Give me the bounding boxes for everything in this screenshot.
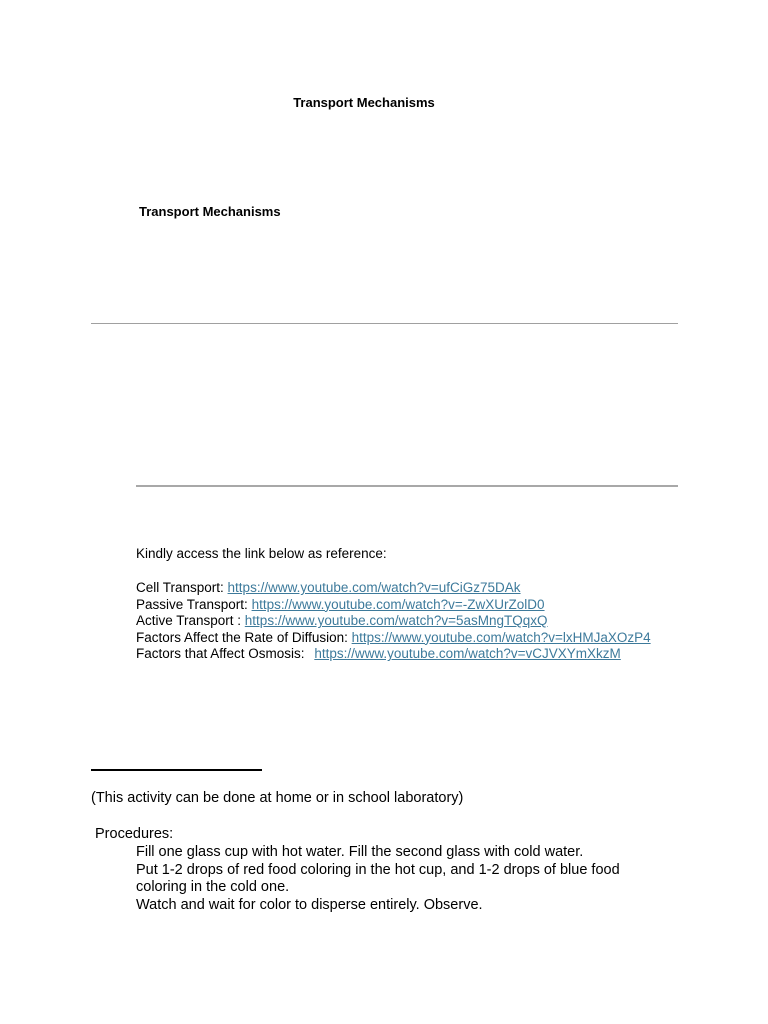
reference-label: Factors Affect the Rate of Diffusion: [136,629,352,645]
procedure-steps [136,844,656,914]
list-item: Fill one glass cup with hot water. Fill the second glass with cold water. [136,844,584,860]
horizontal-divider-secondary [136,485,678,487]
activity-note: (This activity can be done at home or in school laboratory) [91,790,464,806]
list-item [136,646,651,663]
section-title: Transport Mechanisms [139,204,281,219]
list-item [136,597,651,614]
list-item [136,630,651,647]
passive-transport-link[interactable]: https://www.youtube.com/watch?v=-ZwXUrZolD0 [251,596,545,612]
horizontal-divider [91,323,678,324]
osmosis-factors-link[interactable]: https://www.youtube.com/watch?v=vCJVXYmXkzM [314,646,621,661]
reference-intro: Kindly access the link below as reference: [136,546,387,561]
reference-label: Factors that Affect Osmosis: [136,646,309,661]
cell-transport-link[interactable]: https://www.youtube.com/watch?v=ufCiGz75DAk [227,580,521,595]
procedures-heading: Procedures: [95,826,174,842]
footnote-separator [91,769,262,771]
reference-link-list [136,580,651,663]
reference-label: Passive Transport: [136,596,252,612]
list-item [136,613,651,630]
page-title: Transport Mechanisms [293,95,435,110]
reference-label: Active Transport : [136,613,245,628]
diffusion-factors-link[interactable]: https://www.youtube.com/watch?v=lxHMJaXOzP4 [351,629,651,645]
active-transport-link[interactable]: https://www.youtube.com/watch?v=5asMngTQqxQ [244,613,548,628]
list-item: Watch and wait for color to disperse entirely. Observe. [136,896,483,913]
list-item: Put 1-2 drops of red food coloring in the hot cup, and 1-2 drops of blue food coloring in the cold one. [136,861,620,895]
reference-label: Cell Transport: [136,580,228,595]
list-item [136,580,651,597]
